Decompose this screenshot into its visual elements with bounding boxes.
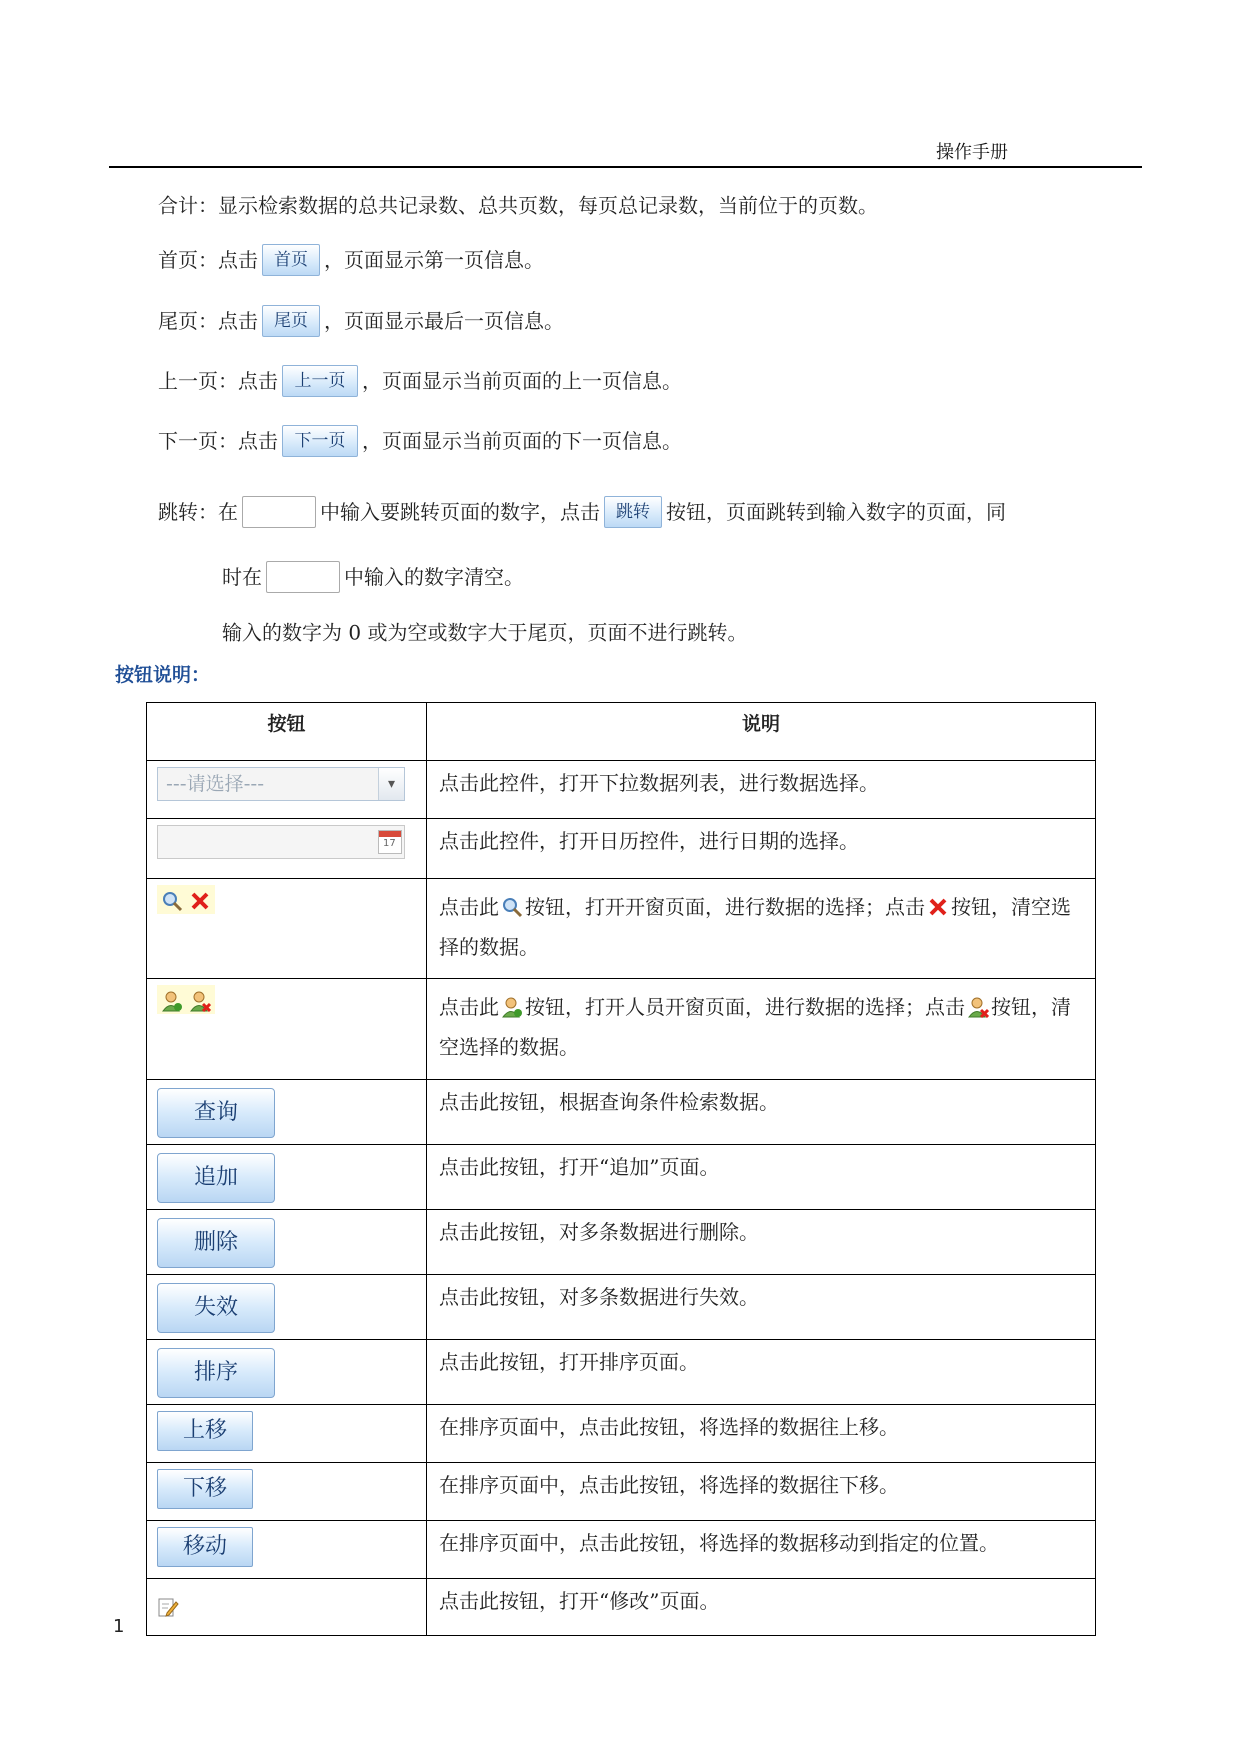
date-input[interactable] [157, 825, 405, 859]
calendar-icon[interactable] [378, 830, 402, 854]
header-button: 按钮 [147, 703, 427, 761]
table-row [147, 761, 1096, 819]
cell-down-desc: 在排序页面中，点击此按钮，将选择的数据往下移。 [427, 1463, 1096, 1521]
cell-person-desc [427, 979, 1096, 1080]
text-prev-post: ，页面显示当前页面的上一页信息。 [362, 369, 682, 393]
last-page-button[interactable]: 尾页 [262, 305, 320, 337]
text-total: 合计：显示检索数据的总共记录数、总共页数，每页总记录数，当前位于的页数。 [158, 193, 878, 218]
select-placeholder: ---请选择--- [166, 773, 265, 795]
cell-invalid-desc: 点击此按钮，对多条数据进行失效。 [427, 1275, 1096, 1340]
person-desc-3: 按钮，清空选择的数据。 [439, 995, 1071, 1059]
move-button[interactable]: 移动 [157, 1527, 253, 1567]
table-row [147, 1405, 1096, 1463]
prev-page-button[interactable]: 上一页 [282, 365, 358, 397]
search-desc-2: 按钮，打开开窗页面，进行数据的选择；点击 [525, 895, 925, 919]
person-remove-icon[interactable] [189, 990, 211, 1012]
cell-sort-desc: 点击此按钮，打开排序页面。 [427, 1340, 1096, 1405]
page-header-title: 操作手册 [936, 142, 1008, 163]
para-prev [158, 365, 682, 397]
table-row [147, 1463, 1096, 1521]
text-next-post: ，页面显示当前页面的下一页信息。 [362, 429, 682, 453]
jump-button[interactable]: 跳转 [604, 496, 662, 528]
table-row [147, 1340, 1096, 1405]
text-last-post: ，页面显示最后一页信息。 [324, 309, 564, 333]
move-down-button[interactable]: 下移 [157, 1469, 253, 1509]
table-row [147, 1080, 1096, 1145]
cell-edit-desc: 点击此按钮，打开“修改”页面。 [427, 1579, 1096, 1636]
search-desc-3: 按钮，清空选择的数据。 [439, 895, 1071, 959]
cell-select-desc: 点击此控件，打开下拉数据列表，进行数据选择。 [427, 761, 1096, 819]
jump-page-input[interactable] [242, 496, 316, 528]
select-dropdown[interactable] [157, 767, 405, 801]
para-jump2 [222, 561, 524, 593]
search-clear-icon-pair [157, 885, 215, 914]
table-row [147, 979, 1096, 1080]
cell-up-desc: 在排序页面中，点击此按钮，将选择的数据往上移。 [427, 1405, 1096, 1463]
text-jump2-pre: 时在 [222, 565, 262, 589]
cell-select [147, 761, 427, 819]
section-title: 按钮说明： [115, 664, 211, 686]
next-page-button[interactable]: 下一页 [282, 425, 358, 457]
para-total [158, 190, 878, 220]
person-desc-1: 点击此 [439, 995, 499, 1019]
move-up-button[interactable]: 上移 [157, 1411, 253, 1451]
text-last-pre: 尾页：点击 [158, 309, 258, 333]
person-desc-2: 按钮，打开人员开窗页面，进行数据的选择；点击 [525, 995, 965, 1019]
button-description-table [146, 702, 1096, 1636]
table-row [147, 879, 1096, 979]
sort-button[interactable]: 排序 [157, 1348, 275, 1398]
header-rule [109, 166, 1142, 168]
magnifier-icon [501, 891, 523, 913]
invalidate-button[interactable]: 失效 [157, 1283, 275, 1333]
delete-button[interactable]: 删除 [157, 1218, 275, 1268]
table-row [147, 1521, 1096, 1579]
cell-down [147, 1463, 427, 1521]
cell-search-icons [147, 879, 427, 979]
table-row [147, 1579, 1096, 1636]
cell-up [147, 1405, 427, 1463]
red-x-icon [927, 891, 949, 913]
query-button[interactable]: 查询 [157, 1088, 275, 1138]
table-row [147, 819, 1096, 879]
red-x-icon[interactable] [189, 890, 211, 912]
para-jump3 [222, 617, 747, 647]
cell-date-desc: 点击此控件，打开日历控件，进行日期的选择。 [427, 819, 1096, 879]
cell-query-desc: 点击此按钮，根据查询条件检索数据。 [427, 1080, 1096, 1145]
text-jump-mid: 中输入要跳转页面的数字，点击 [320, 500, 600, 524]
table-row [147, 1210, 1096, 1275]
text-first-post: ，页面显示第一页信息。 [324, 248, 544, 272]
cell-delete-desc: 点击此按钮，对多条数据进行删除。 [427, 1210, 1096, 1275]
para-first [158, 244, 544, 276]
cell-date [147, 819, 427, 879]
magnifier-icon[interactable] [161, 890, 183, 912]
page-number: 1 [113, 1616, 125, 1637]
cell-add [147, 1145, 427, 1210]
first-page-button[interactable]: 首页 [262, 244, 320, 276]
para-last [158, 305, 564, 337]
cell-query [147, 1080, 427, 1145]
cell-invalid [147, 1275, 427, 1340]
cell-edit [147, 1579, 427, 1636]
table-row [147, 1275, 1096, 1340]
cell-person-icons [147, 979, 427, 1080]
table-header-row [147, 703, 1096, 761]
para-next [158, 425, 682, 457]
cell-move [147, 1521, 427, 1579]
text-first-pre: 首页：点击 [158, 248, 258, 272]
header-desc: 说明 [427, 703, 1096, 761]
text-jump-pre: 跳转：在 [158, 500, 238, 524]
person-icon-pair [157, 985, 215, 1014]
cell-sort [147, 1340, 427, 1405]
text-prev-pre: 上一页：点击 [158, 369, 278, 393]
chevron-down-icon[interactable]: ▾ [378, 768, 404, 800]
jump-page-input-cleared[interactable] [266, 561, 340, 593]
text-jump2-post: 中输入的数字清空。 [344, 565, 524, 589]
cell-search-desc [427, 879, 1096, 979]
cell-add-desc: 点击此按钮，打开“追加”页面。 [427, 1145, 1096, 1210]
person-remove-icon [967, 991, 989, 1013]
text-jump3: 输入的数字为 0 或为空或数字大于尾页，页面不进行跳转。 [222, 620, 748, 645]
person-add-icon[interactable] [161, 990, 183, 1012]
para-jump [158, 496, 1006, 528]
edit-pencil-icon[interactable] [157, 1596, 179, 1618]
add-button[interactable]: 追加 [157, 1153, 275, 1203]
person-add-icon [501, 991, 523, 1013]
table-row [147, 1145, 1096, 1210]
search-desc-1: 点击此 [439, 895, 499, 919]
cell-delete [147, 1210, 427, 1275]
text-jump-post: 按钮，页面跳转到输入数字的页面，同 [666, 500, 1006, 524]
cell-move-desc: 在排序页面中，点击此按钮，将选择的数据移动到指定的位置。 [427, 1521, 1096, 1579]
text-next-pre: 下一页：点击 [158, 429, 278, 453]
